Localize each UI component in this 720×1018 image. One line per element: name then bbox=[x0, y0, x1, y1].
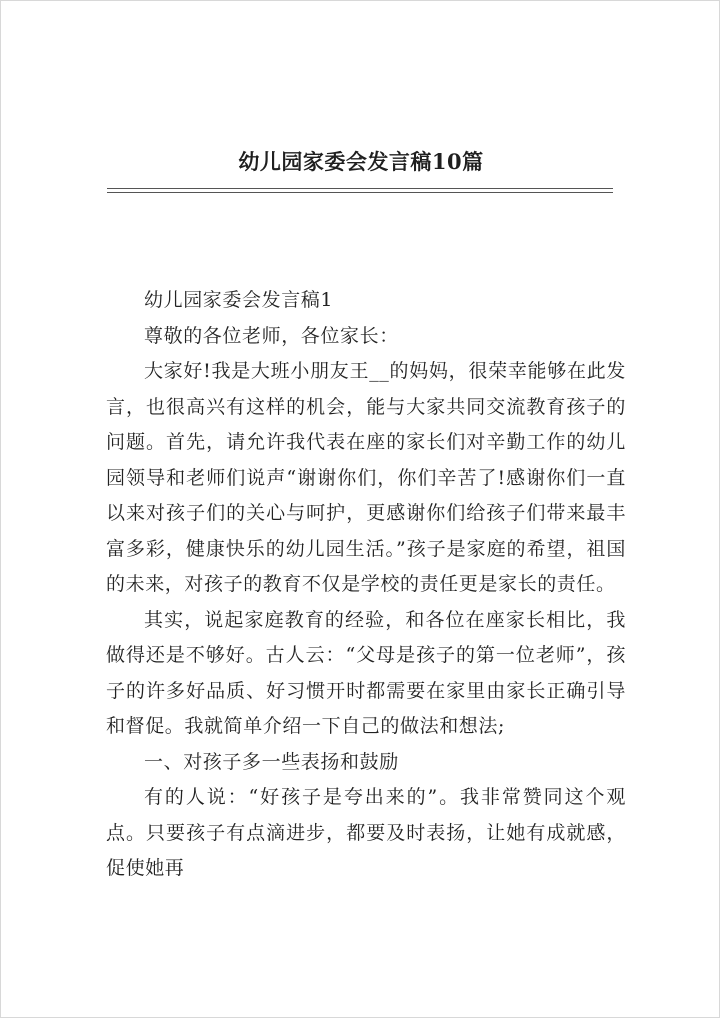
paragraph-praise: 有的人说：“好孩子是夸出来的”。我非常赞同这个观点。只要孩子有点滴进步，都要及时表扬，让她有成就感，促使她再 bbox=[106, 786, 626, 879]
paragraph-intro: 大家好!我是大班小朋友王__的妈妈，很荣幸能够在此发言，也很高兴有这样的机会，能与大家共同交流教育孩子的问题。首先，请允许我代表在座的家长们对辛勤工作的幼儿园领导和老师们说声“谢谢你们，你们辛苦了!感谢你们一直以来对孩子们的关心与呵护，更感谢你们给孩子们带来最丰富多彩，健康快乐的幼儿园生活。”孩子是家庭的希望，祖国的未来，对孩子的教育不仅是学校的责任更是家长的责任。 bbox=[106, 360, 626, 595]
document-title: 幼儿园家委会发言稿10篇 bbox=[238, 149, 484, 174]
salutation: 尊敬的各位老师，各位家长： bbox=[144, 324, 399, 347]
document-body bbox=[106, 283, 626, 887]
paragraph-experience: 其实，说起家庭教育的经验，和各位在座家长相比，我做得还是不够好。古人云：“父母是孩子的第一位老师”，孩子的许多好品质、好习惯开时都需要在家里由家长正确引导和督促。我就简单介绍一下自己的做法和想法; bbox=[106, 608, 626, 737]
title-divider bbox=[107, 188, 613, 193]
subheading-praise: 一、对孩子多一些表扬和鼓励 bbox=[144, 750, 399, 773]
section-heading: 幼儿园家委会发言稿1 bbox=[144, 289, 334, 311]
